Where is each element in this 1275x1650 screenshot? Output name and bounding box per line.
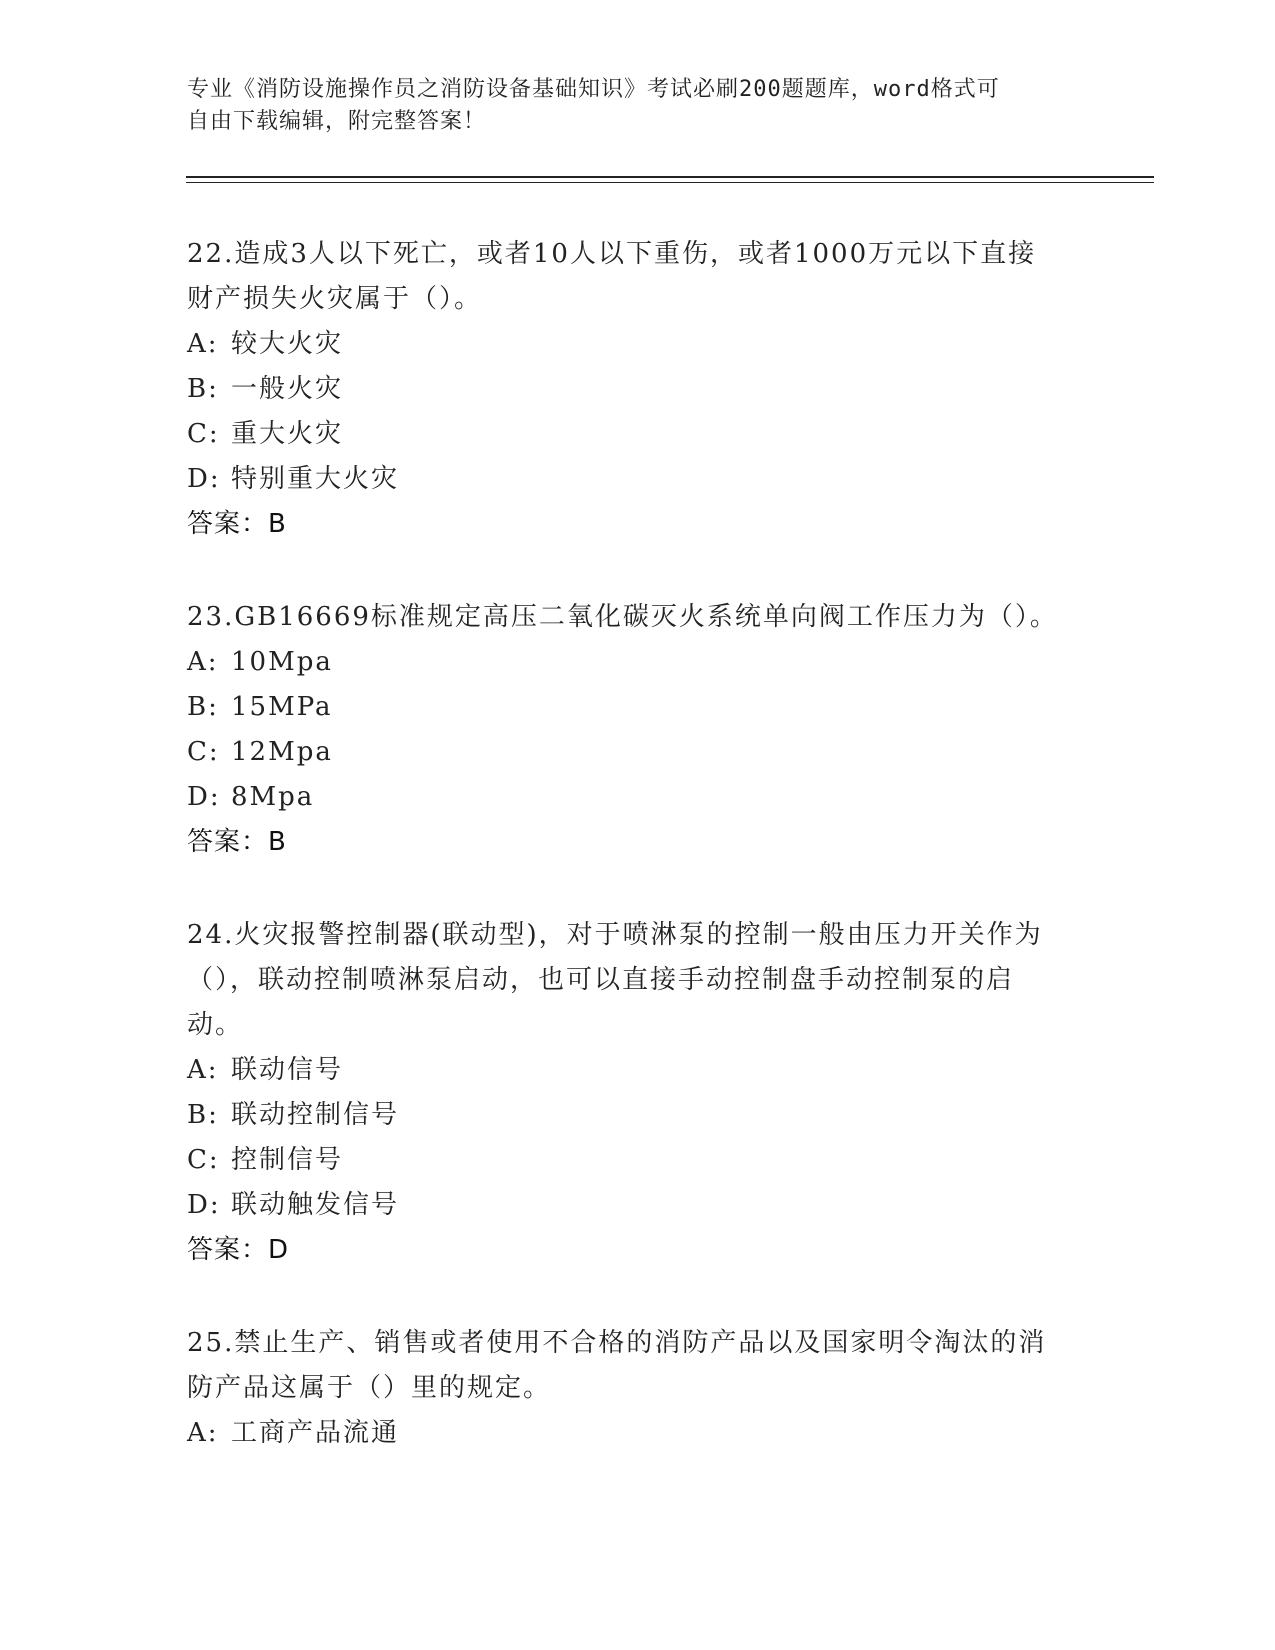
question-stem: 动。 (187, 1010, 244, 1040)
question-stem: 22.造成3人以下死亡，或者10人以下重伤，或者1000万元以下直接 (187, 239, 1037, 269)
option-c (187, 1138, 1087, 1183)
answer-line: 答案：B (187, 827, 287, 857)
question-stem: 25.禁止生产、销售或者使用不合格的消防产品以及国家明令淘汰的消 (187, 1328, 1047, 1358)
option-key: D: (187, 782, 221, 812)
option-b (187, 1093, 1087, 1138)
question-stem: 24.火灾报警控制器(联动型)，对于喷淋泵的控制一般由压力开关作为 (187, 920, 1043, 950)
option-key: B: (187, 1100, 219, 1130)
option-text: 12Mpa (231, 737, 333, 767)
header-rule-thin (186, 182, 1154, 183)
option-a (187, 322, 1087, 367)
option-key: C: (187, 737, 220, 767)
option-text: 较大火灾 (231, 329, 344, 359)
option-text: 工商产品流通 (231, 1418, 400, 1448)
question-25 (187, 1321, 1087, 1456)
header-line-2: 自由下载编辑，附完整答案！ (187, 109, 487, 134)
option-text: 重大火灾 (231, 419, 344, 449)
header-line-1: 专业《消防设施操作员之消防设备基础知识》考试必刷200题题库，word格式可 (187, 77, 1000, 102)
option-key: A: (187, 1055, 219, 1085)
option-key: D: (187, 1190, 221, 1220)
option-a (187, 640, 1087, 685)
option-text: 联动触发信号 (231, 1190, 400, 1220)
option-key: D: (187, 464, 221, 494)
question-stem: 23.GB16669标准规定高压二氧化碳灭火系统单向阀工作压力为（）。 (187, 602, 1058, 632)
option-key: B: (187, 374, 219, 404)
option-text: 15MPa (231, 692, 333, 722)
option-a (187, 1048, 1087, 1093)
answer-line: 答案：D (187, 1235, 290, 1265)
option-b (187, 685, 1087, 730)
option-key: A: (187, 1418, 219, 1448)
question-stem: 防产品这属于（）里的规定。 (187, 1373, 552, 1403)
option-a (187, 1411, 1087, 1456)
option-key: C: (187, 1145, 220, 1175)
option-b (187, 367, 1087, 412)
option-key: A: (187, 647, 219, 677)
question-23 (187, 595, 1087, 865)
answer-line: 答案：B (187, 509, 287, 539)
option-c (187, 412, 1087, 457)
option-d (187, 775, 1087, 820)
option-d (187, 1183, 1087, 1228)
option-text: 特别重大火灾 (231, 464, 400, 494)
option-c (187, 730, 1087, 775)
option-key: A: (187, 329, 219, 359)
option-text: 一般火灾 (231, 374, 344, 404)
option-d (187, 457, 1087, 502)
question-24 (187, 913, 1087, 1273)
document-header (187, 74, 1067, 138)
question-stem: （），联动控制喷淋泵启动，也可以直接手动控制盘手动控制泵的启 (187, 965, 1015, 995)
question-22 (187, 232, 1087, 547)
option-text: 联动信号 (231, 1055, 344, 1085)
option-text: 8Mpa (231, 782, 315, 812)
option-text: 联动控制信号 (231, 1100, 400, 1130)
option-key: C: (187, 419, 220, 449)
option-key: B: (187, 692, 219, 722)
question-stem: 财产损失火灾属于（）。 (187, 284, 483, 314)
option-text: 控制信号 (231, 1145, 344, 1175)
header-rule-thick (186, 176, 1154, 178)
option-text: 10Mpa (231, 647, 333, 677)
